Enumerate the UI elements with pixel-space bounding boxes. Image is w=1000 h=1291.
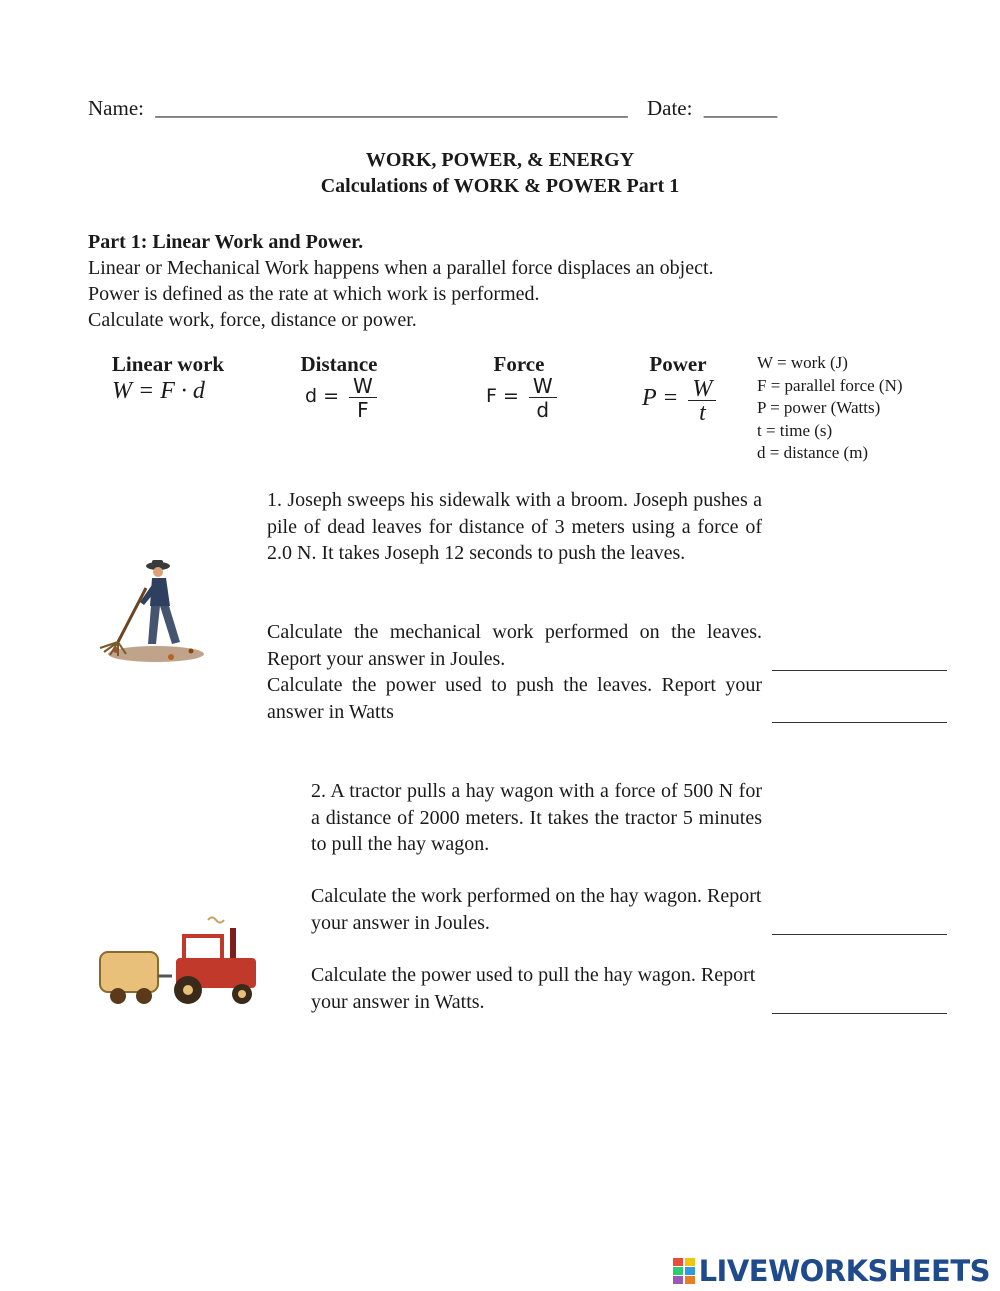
power-fraction	[688, 378, 716, 425]
intro-line-3: Calculate work, force, distance or power.	[88, 309, 417, 331]
distance-fraction	[349, 375, 377, 422]
brand-text: LIVEWORKSHEETS	[698, 1254, 990, 1288]
force-fraction	[529, 375, 557, 422]
tractor-hay-wagon-illustration	[96, 914, 266, 1014]
name-date-line	[88, 96, 777, 121]
power-denominator: t	[699, 400, 706, 426]
question-2-text: 2. A tractor pulls a hay wagon with a force of 500 N for a distance of 2000 meters. It takes the tractor 5 minutes to pull the hay wagon.	[311, 780, 762, 855]
sweeping-man-illustration	[96, 558, 206, 668]
variable-legend	[757, 352, 903, 465]
distance-heading: Distance	[300, 352, 378, 376]
distance-formula	[305, 375, 377, 422]
date-field[interactable]: _______	[703, 96, 778, 120]
q2-power-answer-field[interactable]	[772, 1013, 947, 1014]
legend-item: F = parallel force (N)	[757, 375, 903, 395]
force-heading: Force	[493, 352, 545, 376]
question-2-power-prompt: Calculate the power used to pull the hay wagon. Report your answer in Watts.	[311, 964, 756, 1013]
force-denominator: d	[536, 398, 550, 422]
liveworksheets-logo	[673, 1254, 990, 1288]
q2-work-answer-field[interactable]	[772, 934, 947, 935]
question-2-work-prompt: Calculate the work performed on the hay wagon. Report your answer in Joules.	[311, 885, 762, 934]
legend-item: d = distance (m)	[757, 443, 869, 462]
page-subtitle: Calculations of WORK & POWER Part 1	[320, 175, 680, 197]
question-1-power-prompt: Calculate the power used to push the leaves. Report your answer in Watts	[267, 674, 762, 723]
force-numerator: W	[529, 375, 557, 398]
name-field[interactable]: _____________________________________________	[155, 96, 628, 120]
part-heading: Part 1: Linear Work and Power.	[88, 231, 364, 253]
legend-item: W = work (J)	[757, 353, 848, 372]
distance-numerator: W	[349, 375, 377, 398]
power-heading: Power	[649, 352, 707, 376]
q1-work-answer-field[interactable]	[772, 670, 947, 671]
intro-line-1: Linear or Mechanical Work happens when a parallel force displaces an object.	[88, 257, 714, 279]
power-formula	[642, 378, 716, 425]
power-numerator: W	[688, 378, 716, 401]
intro-line-2: Power is defined as the rate at which work is performed.	[88, 283, 540, 305]
power-lhs: P =	[642, 385, 679, 412]
legend-item: t = time (s)	[757, 420, 833, 440]
distance-lhs: d =	[305, 385, 340, 408]
legend-item: P = power (Watts)	[757, 398, 881, 417]
linear-work-heading: Linear work	[111, 352, 225, 376]
question-1-text: 1. Joseph sweeps his sidewalk with a broom. Joseph pushes a pile of dead leaves for distance of 3 meters using a force of 2.0 N. It takes Joseph 12 seconds to push the leaves.	[267, 489, 762, 564]
distance-denominator: F	[357, 398, 369, 422]
name-label: Name:	[88, 96, 144, 120]
date-label: Date:	[646, 96, 693, 120]
linear-work-formula: W = F · d	[112, 378, 205, 404]
q1-power-answer-field[interactable]	[772, 722, 947, 723]
force-formula	[486, 375, 557, 422]
force-lhs: F =	[486, 385, 519, 408]
question-1-work-prompt: Calculate the mechanical work performed on the leaves. Report your answer in Joules.	[267, 621, 762, 670]
page-title: WORK, POWER, & ENERGY	[365, 149, 635, 171]
logo-blocks-icon	[673, 1258, 695, 1284]
